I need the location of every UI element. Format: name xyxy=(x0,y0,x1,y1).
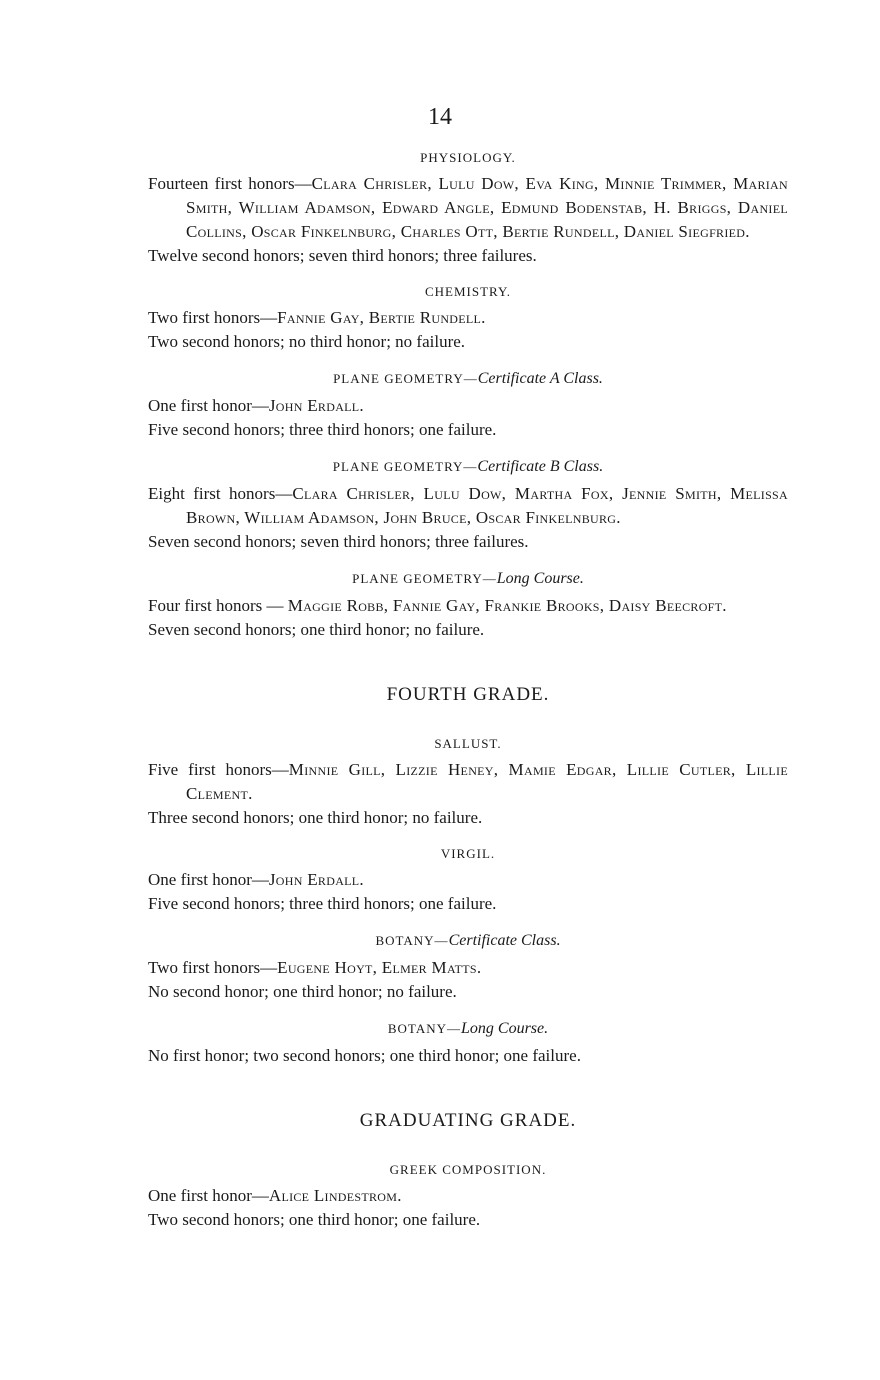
first-honors-line xyxy=(148,394,788,418)
first-honors-line xyxy=(148,594,788,618)
subject-qualifier: Certificate Class. xyxy=(448,932,561,949)
subject-title: PLANE GEOMETRY— xyxy=(332,459,478,474)
subject-heading xyxy=(148,932,788,950)
honors-summary: Seven second honors; seven third honors; three failures. xyxy=(148,532,529,551)
grade-section xyxy=(148,684,788,1068)
subject-entry xyxy=(148,458,788,554)
honors-summary: Three second honors; one third honor; no failure. xyxy=(148,808,483,827)
first-honors-names: Clara Chrisler, Lulu Dow, Martha Fox, Jennie Smith, Melissa Brown, William Adamson, John Bruce, Oscar Finkelnburg. xyxy=(186,484,788,527)
subject-title: PHYSIOLOGY. xyxy=(420,150,516,165)
first-honors-label: Eight first honors— xyxy=(148,484,293,503)
first-honors-label: Five first honors— xyxy=(148,760,289,779)
subject-heading xyxy=(148,846,788,862)
first-honors-names: John Erdall. xyxy=(268,870,364,889)
subject-entry xyxy=(148,932,788,1004)
grade-heading: GRADUATING GRADE. xyxy=(359,1110,577,1131)
first-honors-line xyxy=(148,306,788,330)
subject-title: SALLUST. xyxy=(434,736,502,751)
subject-title: VIRGIL. xyxy=(440,846,496,861)
first-honors-line xyxy=(148,1184,788,1208)
subject-entry xyxy=(148,736,788,830)
first-honors-label: Four first honors — xyxy=(148,596,288,615)
subject-entry xyxy=(148,284,788,354)
subject-entry xyxy=(148,846,788,916)
grade-heading: FOURTH GRADE. xyxy=(386,684,550,705)
first-honors-label: Two first honors— xyxy=(148,958,278,977)
first-honors-line xyxy=(148,758,788,806)
grade-section xyxy=(148,1110,788,1232)
honors-summary: Two second honors; no third honor; no failure. xyxy=(148,332,466,351)
honors-summary: Two second honors; one third honor; one failure. xyxy=(148,1210,481,1229)
subject-heading xyxy=(148,458,788,476)
subject-heading xyxy=(148,150,788,166)
subject-qualifier: Long Course. xyxy=(461,1020,549,1037)
page-number: 14 xyxy=(428,104,452,130)
first-honors-label: Fourteen first honors— xyxy=(148,174,312,193)
honors-summary: Five second honors; three third honors; one failure. xyxy=(148,420,497,439)
honors-summary: No second honor; one third honor; no failure. xyxy=(148,982,457,1001)
first-honors-line xyxy=(148,172,788,244)
subject-heading xyxy=(148,736,788,752)
subject-title: BOTANY— xyxy=(375,933,449,948)
subject-heading xyxy=(148,1020,788,1038)
subject-qualifier: Certificate A Class. xyxy=(477,370,603,387)
first-honors-names: Minnie Gill, Lizzie Heney, Mamie Edgar, Lillie Cutler, Lillie Clement. xyxy=(186,760,788,803)
grade-section xyxy=(148,150,788,642)
subject-heading xyxy=(148,370,788,388)
first-honors-label: Two first honors— xyxy=(148,308,278,327)
first-honors-names: Fannie Gay, Bertie Rundell. xyxy=(277,308,486,327)
subject-heading xyxy=(148,1162,788,1178)
subject-entry xyxy=(148,1162,788,1232)
first-honors-label: One first honor— xyxy=(148,396,269,415)
subject-qualifier: Certificate B Class. xyxy=(477,458,604,475)
honors-summary: Five second honors; three third honors; one failure. xyxy=(148,894,497,913)
subject-title: PLANE GEOMETRY— xyxy=(352,571,497,586)
subject-entry xyxy=(148,370,788,442)
honors-summary: Seven second honors; one third honor; no failure. xyxy=(148,620,485,639)
subject-qualifier: Long Course. xyxy=(496,570,584,587)
first-honors-line xyxy=(148,956,788,980)
first-honors-line xyxy=(148,482,788,530)
first-honors-label: One first honor— xyxy=(148,1186,269,1205)
subject-entry xyxy=(148,1020,788,1068)
first-honors-names: Alice Lindestrom. xyxy=(268,1186,402,1205)
document-body xyxy=(148,150,788,1248)
honors-summary: Twelve second honors; seven third honors; three failures. xyxy=(148,246,537,265)
subject-heading xyxy=(148,570,788,588)
first-honors-line xyxy=(148,868,788,892)
subject-title: PLANE GEOMETRY— xyxy=(333,371,478,386)
subject-entry xyxy=(148,570,788,642)
subject-title: CHEMISTRY. xyxy=(425,284,511,299)
first-honors-names: John Erdall. xyxy=(268,396,364,415)
subject-heading xyxy=(148,284,788,300)
first-honors-names: Clara Chrisler, Lulu Dow, Eva King, Minnie Trimmer, Marian Smith, William Adamson, Edward Angle, Edmund Bodenstab, H. Briggs, Daniel Collins, Oscar Finkelnburg, Charles Ott, Bertie Rundell, Daniel Siegfried. xyxy=(186,174,788,241)
honors-summary: No first honor; two second honors; one third honor; one failure. xyxy=(148,1046,581,1065)
first-honors-names: Maggie Robb, Fannie Gay, Frankie Brooks, Daisy Beecroft. xyxy=(287,596,727,615)
first-honors-names: Eugene Hoyt, Elmer Matts. xyxy=(277,958,482,977)
subject-title: GREEK COMPOSITION. xyxy=(389,1162,547,1177)
first-honors-label: One first honor— xyxy=(148,870,269,889)
subject-entry xyxy=(148,150,788,268)
subject-title: BOTANY— xyxy=(387,1021,461,1036)
